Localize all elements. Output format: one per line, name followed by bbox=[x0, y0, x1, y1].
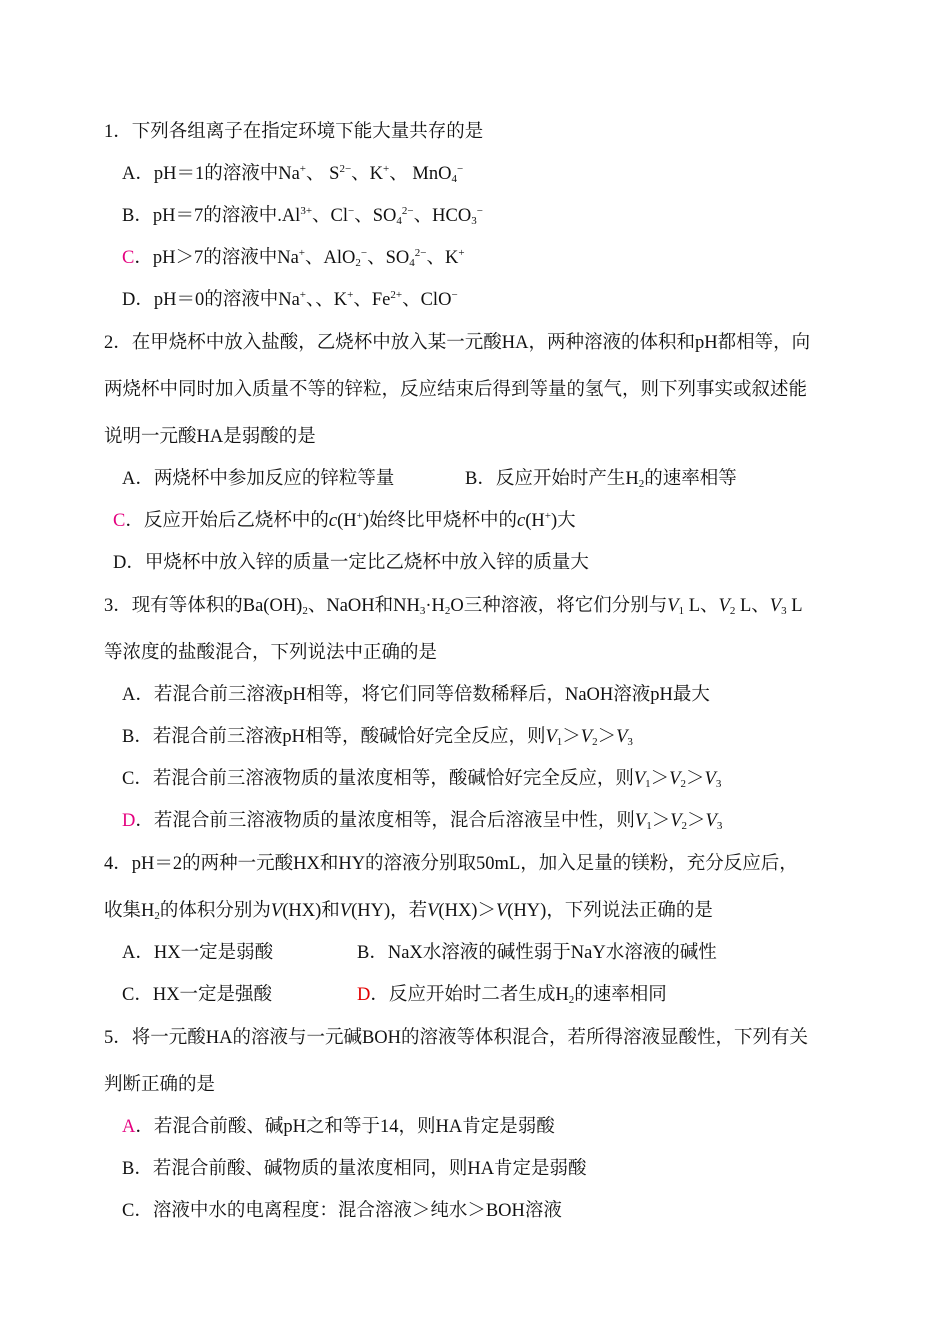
question-4-option-c: C．HX一定是强酸 bbox=[122, 985, 273, 1005]
question-4-option-d: D．反应开始时二者生成$H_2$的速率相同 bbox=[357, 985, 667, 1006]
question-3-option-a: A．若混合前三溶液pH相等，将它们同等倍数稀释后，NaOH溶液pH最大 bbox=[122, 685, 710, 705]
question-1-stem: 1．下列各组离子在指定环境下能大量共存的是 bbox=[104, 122, 484, 142]
question-4-stem-line-2: 收集$H_2$的体积分别为V(HX)和V(HY)，若V(HX)＞V(HY)，下列说法正确的是 bbox=[104, 901, 713, 922]
question-2-stem-line-2: 两烧杯中同时加入质量不等的锌粒，反应结束后得到等量的氢气，则下列事实或叙述能 bbox=[104, 380, 808, 400]
question-5-stem-line-1: 5．将一元酸HA的溶液与一元碱BOH的溶液等体积混合，若所得溶液显酸性，下列有关 bbox=[104, 1028, 809, 1048]
question-2-stem-line-3: 说明一元酸HA是弱酸的是 bbox=[104, 427, 316, 447]
answer-marker: A bbox=[122, 1117, 136, 1137]
question-2-option-c: C．反应开始后乙烧杯中的c(H+)始终比甲烧杯中的c(H+)大 bbox=[113, 510, 576, 531]
question-1-option-d: D．pH＝0的溶液中Na+、、K+、$Fe^{2+}$、ClO− bbox=[122, 289, 458, 310]
question-4-stem-line-1: 4．pH＝2的两种一元酸HX和HY的溶液分别取50mL，加入足量的镁粉，充分反应后， bbox=[104, 854, 798, 874]
question-3-stem-line-2: 等浓度的盐酸混合，下列说法中正确的是 bbox=[104, 643, 438, 663]
question-2-option-b: B．反应开始时产生$H_2$的速率相等 bbox=[465, 469, 737, 490]
question-5-stem-line-2: 判断正确的是 bbox=[104, 1075, 216, 1095]
question-2-stem-line-1: 2．在甲烧杯中放入盐酸，乙烧杯中放入某一元酸HA，两种溶液的体积和pH都相等，向 bbox=[104, 333, 811, 353]
answer-marker: C bbox=[122, 248, 135, 268]
question-5-option-b: B．若混合前酸、碱物质的量浓度相同，则HA肯定是弱酸 bbox=[122, 1159, 587, 1179]
question-3-option-c: C．若混合前三溶液物质的量浓度相等，酸碱恰好完全反应，则$V_1>V_2>V_3$ bbox=[122, 769, 722, 790]
question-2-option-d: D．甲烧杯中放入锌的质量一定比乙烧杯中放入锌的质量大 bbox=[113, 553, 589, 573]
question-1-option-c: C．pH＞7的溶液中Na+、AlO$_2$−、$SO_4^{2-}$、K+ bbox=[122, 247, 465, 269]
answer-marker: D bbox=[122, 811, 136, 831]
question-1-option-b: B．pH＝7的溶液中$.Al^{3+}$、Cl−、$SO_4^{2-}$、$HCO_3^-$ bbox=[122, 205, 483, 227]
answer-marker: D bbox=[357, 985, 371, 1005]
question-5-option-a bbox=[122, 1115, 555, 1139]
option-text: ．若混合前酸、碱pH之和等于14，则HA肯定是弱酸 bbox=[135, 1117, 555, 1137]
question-3-option-d: D．若混合前三溶液物质的量浓度相等，混合后溶液呈中性，则$V_1>V_2>V_3$ bbox=[122, 811, 723, 832]
question-4-option-a: A．HX一定是弱酸 bbox=[122, 943, 274, 963]
question-4-option-b: B．NaX水溶液的碱性弱于NaY水溶液的碱性 bbox=[357, 943, 717, 963]
question-1-option-a: A．pH＝1的溶液中Na+、 $S^{2-}$、K+、 MnO$_4$− bbox=[122, 163, 464, 185]
question-3-option-b: B．若混合前三溶液pH相等，酸碱恰好完全反应，则$V_1>V_2>V_3$ bbox=[122, 727, 633, 748]
question-2-option-a: A．两烧杯中参加反应的锌粒等量 bbox=[122, 469, 395, 489]
answer-marker: C bbox=[113, 511, 126, 531]
question-5-option-c: C．溶液中水的电离程度：混合溶液＞纯水＞BOH溶液 bbox=[122, 1201, 562, 1221]
question-3-stem-line-1: 3．现有等体积的$Ba(OH)_2$、NaOH和$NH_3\cdot H_2O$三种溶液，将它们分别与$V_1$ L、$V_2$ L、$V_3$ L bbox=[104, 596, 803, 617]
